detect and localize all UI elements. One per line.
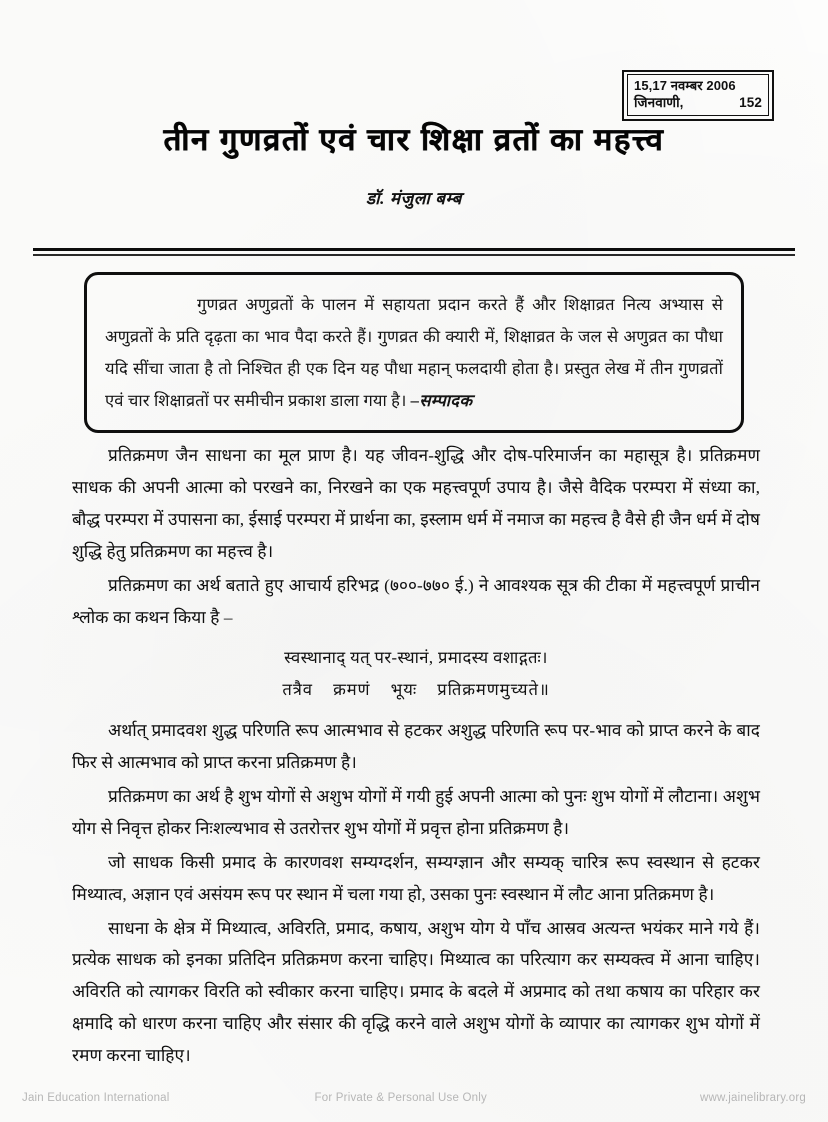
body-paragraph-1: प्रतिक्रमण जैन साधना का मूल प्राण है। यह जीवन-शुद्धि और दोष-परिमार्जन का महासूत्र है। प्रतिक्रमण साधक की अपनी आत्मा को परखने का, निरखने का एक महत्त्वपूर्ण उपाय है। जैसे वैदिक परम्परा में संध्या का, बौद्ध परम्परा में उपासना का, ईसाई परम्परा में प्रार्थना का, इस्लाम धर्म में नमाज का महत्त्व है वैसे ही जैन धर्म में दोष शुद्धि हेतु प्रतिक्रमण का महत्त्व है। xyxy=(72,446,760,561)
editor-abstract-box xyxy=(84,272,744,433)
page-number: 152 xyxy=(739,95,762,111)
footer-organization: Jain Education International xyxy=(22,1092,170,1104)
verse-line-2: तत्रैव क्रमणं भूयः प्रतिक्रमणमुच्यते॥ xyxy=(282,680,550,700)
sanskrit-verse xyxy=(72,642,760,707)
body-paragraph-6: साधना के क्षेत्र में मिथ्यात्व, अविरति, प्रमाद, कषाय, अशुभ योग ये पाँच आस्रव अत्यन्त भयंकर माने गये हैं। प्रत्येक साधक को इनका प्रतिदिन प्रतिक्रमण करना चाहिए। मिथ्यात्व का परित्याग कर सम्यक्त्व में आना चाहिए। अविरति को त्यागकर विरति को स्वीकार करना चाहिए। प्रमाद के बदले में अप्रमाद को तथा कषाय का परिहार कर क्षमादि को धारण करना चाहिए और संसार की वृद्धि करने वाले अशुभ योगों के व्यापार का त्यागकर शुभ योगों में रमण करना चाहिए। xyxy=(72,918,760,1066)
page-footer xyxy=(0,1092,828,1104)
issue-date: 15,17 नवम्बर 2006 xyxy=(634,78,736,93)
issue-stamp-inner xyxy=(627,74,769,116)
abstract-text: गुणव्रत अणुव्रतों के पालन में सहायता प्रदान करते हैं और शिक्षाव्रत नित्य अभ्यास से अणुव्रतों के प्रति दृढ़ता का भाव पैदा करते हैं। गुणव्रत की क्यारी में, शिक्षाव्रत के जल से अणुव्रत का पौधा यदि सींचा जाता है तो निश्चित ही एक दिन यह पौधा महान् फलदायी होता है। प्रस्तुत लेख में तीन गुणव्रतों एवं चार शिक्षाव्रतों पर समीचीन प्रकाश डाला गया है। xyxy=(105,295,723,410)
body-paragraph-4: प्रतिक्रमण का अर्थ है शुभ योगों से अशुभ योगों में गयी हुई अपनी आत्मा को पुनः शुभ योगों में लौटाना। अशुभ योग से निवृत्त होकर निःशल्यभाव से उतरोत्तर शुभ योगों में प्रवृत्त होना प्रतिक्रमण है। xyxy=(72,786,760,838)
journal-row xyxy=(634,94,762,112)
editor-signature: –सम्पादक xyxy=(410,390,473,410)
journal-name: जिनवाणी, xyxy=(634,95,684,111)
divider-thick-line xyxy=(33,248,795,251)
author-byline: डॉ. मंजुला बम्ब xyxy=(366,189,462,208)
body-paragraph-2: प्रतिक्रमण का अर्थ बताते हुए आचार्य हरिभद्र (७००-७७० ई.) ने आवश्यक सूत्र की टीका में महत्त्वपूर्ण प्राचीन श्लोक का कथन किया है – xyxy=(72,575,760,627)
page-title: तीन गुणव्रतों एवं चार शिक्षा व्रतों का महत्त्व xyxy=(163,122,665,157)
body-paragraph-5: जो साधक किसी प्रमाद के कारणवश सम्यग्दर्शन, सम्यग्ज्ञान और सम्यक् चारित्र रूप स्वस्थान से हटकर मिथ्यात्व, अज्ञान एवं असंयम रूप पर स्थान में चला गया हो, उसका पुनः स्वस्थान में लौट आना प्रतिक्रमण है। xyxy=(72,852,760,904)
divider-thin-line xyxy=(33,254,795,256)
abstract-paragraph xyxy=(105,289,723,416)
footer-website: www.jainelibrary.org xyxy=(699,1092,806,1104)
footer-usage-notice: For Private & Personal Use Only xyxy=(314,1092,487,1104)
issue-stamp-box xyxy=(622,70,774,121)
body-paragraph-3: अर्थात् प्रमादवश शुद्ध परिणति रूप आत्मभाव से हटकर अशुद्ध परिणति रूप पर-भाव को प्राप्त करने के बाद फिर से आत्मभाव को प्राप्त करना प्रतिक्रमण है। xyxy=(72,720,760,772)
verse-line-1: स्वस्थानाद् यत् पर-स्थानं, प्रमादस्य वशाद्गतः। xyxy=(284,647,548,667)
header-divider xyxy=(33,248,795,256)
article-body xyxy=(72,440,760,1072)
issue-date-row xyxy=(634,77,762,94)
